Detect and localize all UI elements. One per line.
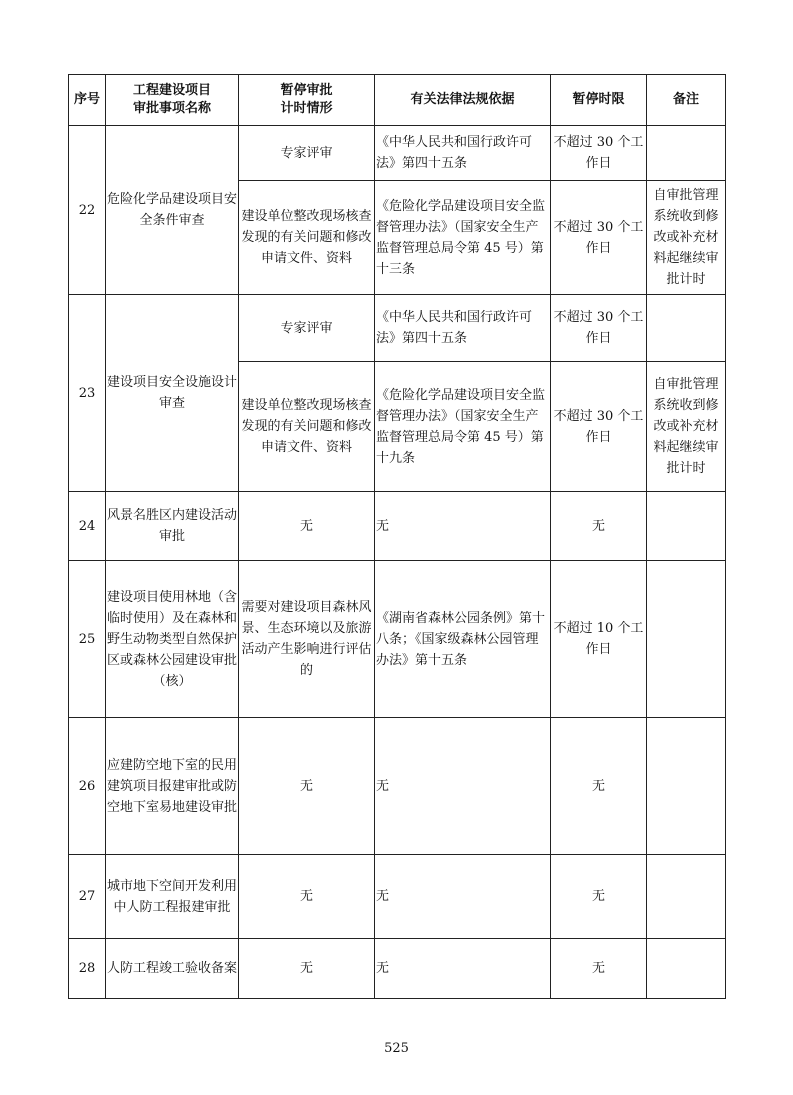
basis-cell: 无	[375, 492, 551, 561]
basis-cell: 《危险化学品建设项目安全监督管理办法》（国家安全生产监督管理总局令第 45 号）第十九条	[375, 362, 551, 492]
header-limit: 暂停时限	[551, 75, 647, 126]
table-row	[69, 492, 726, 561]
basis-cell: 《中华人民共和国行政许可法》第四十五条	[375, 295, 551, 362]
limit-cell: 不超过 10 个工作日	[551, 561, 647, 718]
note-cell	[647, 718, 726, 855]
situation-cell: 无	[239, 939, 375, 999]
limit-cell: 不超过 30 个工作日	[551, 181, 647, 295]
situation-cell: 专家评审	[239, 295, 375, 362]
approval-suspension-table	[68, 74, 726, 999]
seq-cell: 27	[69, 855, 106, 939]
limit-cell: 不超过 30 个工作日	[551, 295, 647, 362]
limit-cell: 不超过 30 个工作日	[551, 362, 647, 492]
table-row	[69, 561, 726, 718]
seq-cell: 24	[69, 492, 106, 561]
item-cell: 城市地下空间开发利用中人防工程报建审批	[106, 855, 239, 939]
seq-cell: 26	[69, 718, 106, 855]
item-cell: 危险化学品建设项目安全条件审查	[106, 126, 239, 295]
header-seq: 序号	[69, 75, 106, 126]
page-number: 525	[384, 1041, 409, 1056]
note-cell	[647, 126, 726, 181]
header-row	[69, 75, 726, 126]
header-item-text: 工程建设项目 审批事项名称	[132, 83, 211, 116]
item-cell: 人防工程竣工验收备案	[106, 939, 239, 999]
situation-cell: 无	[239, 855, 375, 939]
header-situation	[239, 75, 375, 126]
item-cell: 风景名胜区内建设活动审批	[106, 492, 239, 561]
note-cell	[647, 561, 726, 718]
table-row	[69, 855, 726, 939]
seq-cell: 22	[69, 126, 106, 295]
header-item	[106, 75, 239, 126]
situation-cell: 建设单位整改现场核查发现的有关问题和修改申请文件、资料	[239, 362, 375, 492]
note-cell	[647, 855, 726, 939]
basis-cell: 《中华人民共和国行政许可法》第四十五条	[375, 126, 551, 181]
seq-cell: 28	[69, 939, 106, 999]
item-cell: 应建防空地下室的民用建筑项目报建审批或防空地下室易地建设审批	[106, 718, 239, 855]
basis-cell: 无	[375, 939, 551, 999]
table-row	[69, 295, 726, 362]
limit-cell: 无	[551, 855, 647, 939]
header-basis: 有关法律法规依据	[375, 75, 551, 126]
limit-cell: 无	[551, 718, 647, 855]
situation-cell: 需要对建设项目森林风景、生态环境以及旅游活动产生影响进行评估的	[239, 561, 375, 718]
item-cell: 建设项目使用林地（含临时使用）及在森林和野生动物类型自然保护区或森林公园建设审批（核）	[106, 561, 239, 718]
table-row	[69, 718, 726, 855]
situation-cell: 无	[239, 718, 375, 855]
limit-cell: 无	[551, 939, 647, 999]
situation-cell: 专家评审	[239, 126, 375, 181]
basis-cell: 无	[375, 855, 551, 939]
note-cell	[647, 295, 726, 362]
table-row	[69, 126, 726, 181]
note-cell: 自审批管理系统收到修改或补充材料起继续审批计时	[647, 181, 726, 295]
basis-cell: 无	[375, 718, 551, 855]
header-situation-text: 暂停审批 计时情形	[280, 83, 333, 116]
seq-cell: 25	[69, 561, 106, 718]
item-cell: 建设项目安全设施设计审查	[106, 295, 239, 492]
seq-cell: 23	[69, 295, 106, 492]
header-note: 备注	[647, 75, 726, 126]
note-cell: 自审批管理系统收到修改或补充材料起继续审批计时	[647, 362, 726, 492]
situation-cell: 无	[239, 492, 375, 561]
table-row	[69, 939, 726, 999]
note-cell	[647, 492, 726, 561]
basis-cell: 《危险化学品建设项目安全监督管理办法》（国家安全生产监督管理总局令第 45 号）第十三条	[375, 181, 551, 295]
limit-cell: 不超过 30 个工作日	[551, 126, 647, 181]
note-cell	[647, 939, 726, 999]
situation-cell: 建设单位整改现场核查发现的有关问题和修改申请文件、资料	[239, 181, 375, 295]
limit-cell: 无	[551, 492, 647, 561]
basis-cell: 《湖南省森林公园条例》第十八条；《国家级森林公园管理办法》第十五条	[375, 561, 551, 718]
